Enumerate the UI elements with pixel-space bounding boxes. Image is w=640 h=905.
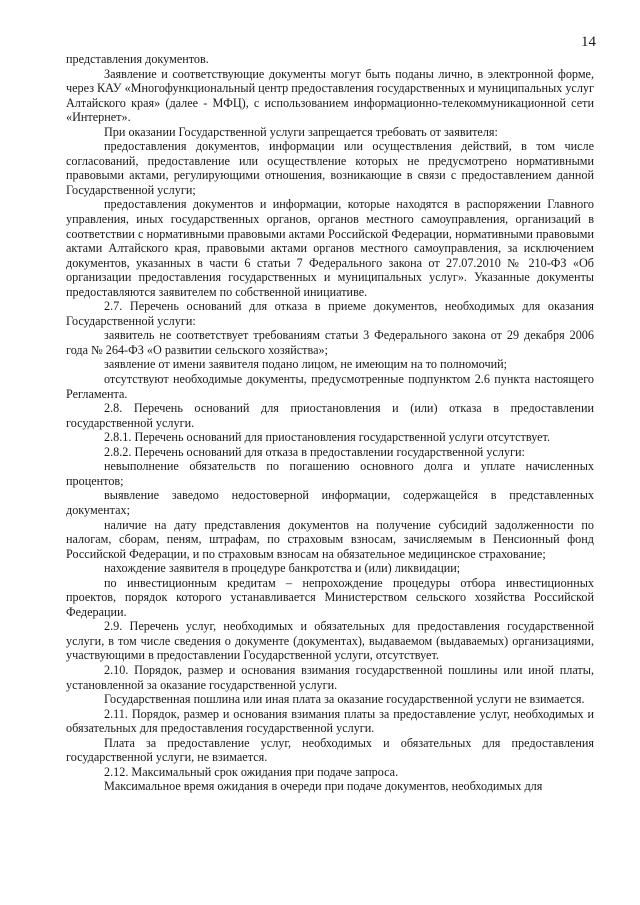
- paragraph: При оказании Государственной услуги запрещается требовать от заявителя:: [104, 124, 498, 139]
- paragraph: невыполнение обязательств по погашению основного долга и уплате начисленных процентов;: [66, 459, 594, 488]
- paragraph: отсутствуют необходимые документы, предусмотренные подпунктом 2.6 пункта настоящего Регламента.: [66, 372, 594, 401]
- section-heading: 2.8.2. Перечень оснований для отказа в предоставлении государственной услуги:: [104, 444, 525, 459]
- document-body: [66, 52, 594, 794]
- section-heading: 2.11. Порядок, размер и основания взимания платы за предоставление услуг, необходимых и обязательных для предоставления государственной услуги.: [66, 706, 594, 736]
- paragraph: выявление заведомо недостоверной информации, содержащейся в представленных документах;: [66, 488, 594, 517]
- paragraph: заявитель не соответствует требованиям статьи 3 Федерального закона от 29 декабря 2006 года № 264-ФЗ «О развитии сельского хозяйства»;: [66, 328, 594, 357]
- paragraph: Заявление и соответствующие документы могут быть поданы лично, в электронной форме, через КАУ «Многофункциональный центр предоставления государственных и муниципальных услуг Алтайского края» (далее - МФЦ), с использованием информационно-телекоммуникационной сети «Интернет».: [66, 66, 594, 125]
- section-heading: 2.9. Перечень услуг, необходимых и обязательных для предоставления государственной услуги, в том числе сведения о документе (документах), выдаваемом (выдаваемых) организациями, участвующими в предоставлении Государственной услуги, отсутствует.: [66, 619, 594, 663]
- paragraph: предоставления документов и информации, которые находятся в распоряжении Главного управления, иных государственных органов, органов местного самоуправления, организаций в соответствии с нормативными правовыми актами Российской Федерации, нормативными правовыми актами Алтайского края, правовыми актами органов местного самоуправления, за исключением документов, указанных в части 6 статьи 7 Федерального закона от 27.07.2010 № 210-ФЗ «Об организации предоставления государственных и муниципальных услуг». Указанные документы предоставляются заявителем по собственной инициативе.: [66, 197, 594, 299]
- page-number: 14: [581, 34, 596, 50]
- paragraph: представления документов.: [66, 52, 209, 66]
- paragraph: нахождение заявителя в процедуре банкротства и (или) ликвидации;: [104, 561, 461, 576]
- paragraph: заявление от имени заявителя подано лицом, не имеющим на то полномочий;: [104, 357, 508, 372]
- section-heading: 2.8.1. Перечень оснований для приостановления государственной услуги отсутствует.: [104, 430, 550, 445]
- paragraph: Максимальное время ожидания в очереди при подаче документов, необходимых для: [104, 779, 543, 794]
- paragraph: Плата за предоставление услуг, необходимых и обязательных для предоставления государственной услуги, не взимается.: [66, 735, 594, 765]
- section-heading: 2.7. Перечень оснований для отказа в приеме документов, необходимых для оказания Государственной услуги:: [66, 299, 594, 328]
- paragraph: предоставления документов, информации или осуществления действий, в том числе согласований, предоставление или осуществление которых не предусмотрено нормативными правовыми актами, регулирующими отношения, возникающие в связи с предоставлением данной Государственной услуги;: [66, 139, 594, 197]
- paragraph: Государственная пошлина или иная плата за оказание государственной услуги не взимается.: [104, 692, 585, 707]
- section-heading: 2.8. Перечень оснований для приостановления и (или) отказа в предоставлении государственной услуги.: [66, 401, 594, 430]
- paragraph: по инвестиционным кредитам – непрохождение процедуры отбора инвестиционных проектов, порядок которого устанавливается Министерством сельского хозяйства Российской Федерации.: [66, 575, 594, 619]
- section-heading: 2.12. Максимальный срок ожидания при подаче запроса.: [104, 764, 399, 779]
- paragraph: наличие на дату представления документов на получение субсидий задолженности по налогам, сборам, пеням, штрафам, по страховым взносам, зачисляемым в Пенсионный фонд Российской Федерации, и по страховым взносам на обязательное медицинское страхование;: [66, 517, 594, 561]
- section-heading: 2.10. Порядок, размер и основания взимания государственной пошлины или иной платы, установленной за оказание государственной услуги.: [66, 662, 594, 692]
